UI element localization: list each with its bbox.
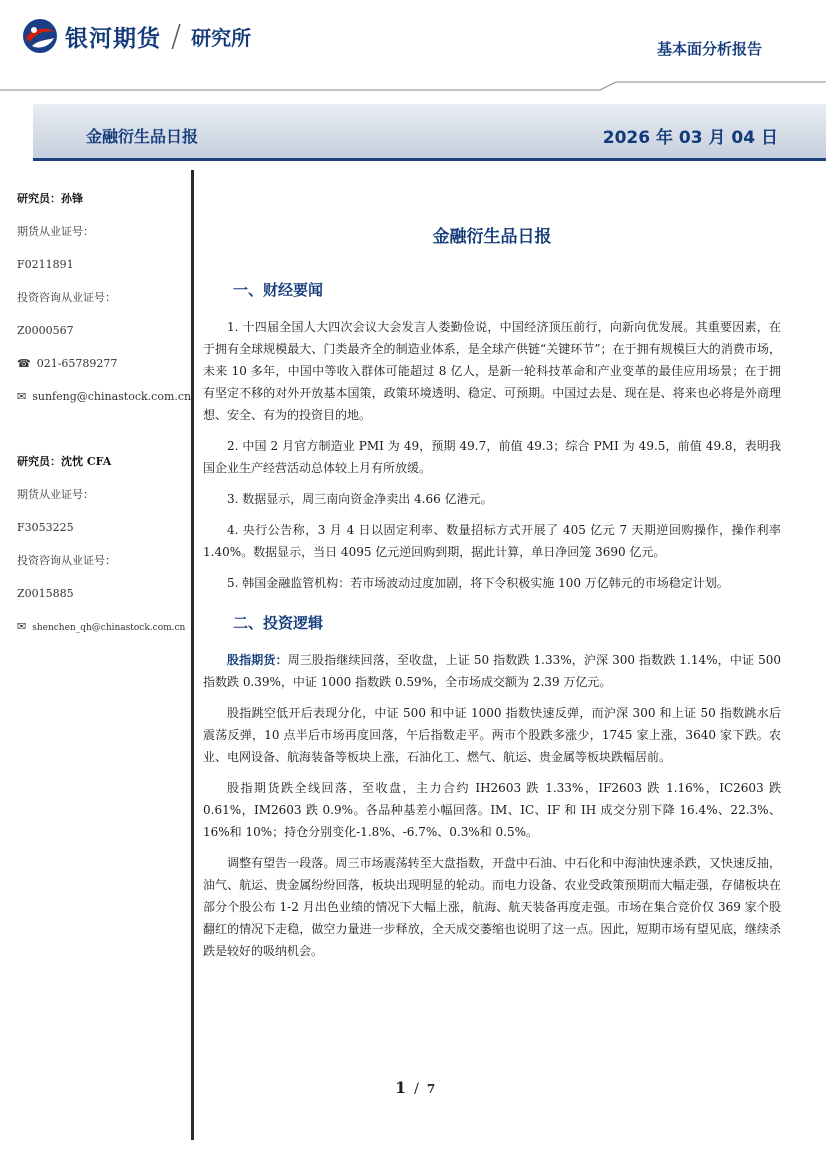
page-number: 1 [395,1078,407,1097]
email-row [17,388,192,421]
phone-number: 021-65789277 [36,357,118,370]
logic-paragraph: 股指期货跌全线回落，至收盘，主力合约 IH2603 跌 1.33%，IF2603 跌 1.16%，IC2603 跌 0.61%，IM2603 跌 0.9%。各品种基差小幅回落。IM、IC、IF 和 IH 成交分别下降 16.4%、22.3%、16%和 10%；持仓分别变化-1.8%、-6.7%、0.3%和 0.5%。 [203,781,781,839]
license-number: F0211891 [17,258,74,271]
logic-paragraph [203,649,781,693]
banner-underline [33,158,826,161]
report-body [203,222,781,971]
license-number: F3053225 [17,521,74,534]
banner-title: 金融衍生品日报 [86,127,199,146]
news-paragraph: 3. 数据显示，周三南向资金净卖出 4.66 亿港元。 [227,492,493,506]
page-indicator [395,1078,435,1097]
advisory-label: 投资咨询从业证号： [17,291,116,304]
section-heading: 一、财经要闻 [233,281,324,299]
paragraph-lead: 股指期货： [227,653,288,667]
header-logo [22,18,251,54]
phone-row [17,355,189,388]
advisory-label: 投资咨询从业证号： [17,554,116,567]
analyst-name: 研究员：沈忱 CFA [17,455,112,468]
news-paragraph: 4. 央行公告称，3 月 4 日以固定利率、数量招标方式开展了 405 亿元 7 天期逆回购操作，操作利率 1.40%。数据显示，当日 4095 亿元逆回购到期，据此计算，单日净回笼 3690 亿元。 [203,523,781,559]
analyst-name: 研究员：孙锋 [17,192,83,205]
news-paragraph: 1. 十四届全国人大四次会议大会发言人娄勤俭说，中国经济顶压前行，向新向优发展。其重要因素，在于拥有全球规模最大、门类最齐全的制造业体系，是全球产供链“关键环节”；在于拥有规模巨大的消费市场，未来 10 多年，中国中等收入群体可能超过 8 亿人，是新一轮科技革命和产业变革的最佳应用场景；在于拥有坚定不移的对外开放基本国策，政策环境透明、稳定、可预期。中国过去是、现在是、将来也必将是外商理想、安全、有为的投资目的地。 [203,320,781,422]
logic-paragraph: 调整有望告一段落。周三市场震荡转至大盘指数，开盘中石油、中石化和中海油快速杀跌，又快速反抽，油气、航运、贵金属纷纷回落，板块出现明显的轮动。而电力设备、农业受政策预期而大幅走强，存储板块在部分个股公布 1-2 月出色业绩的情况下大幅上涨，航海、航天装备再度走强。市场在集合竞价仅 369 家个股翻红的情况下走稳，做空力量进一步释放，全天成交萎缩也说明了这一点。因此，短期市场有望见底，继续杀跌是较好的吸纳机会。 [203,856,781,958]
email-icon: ✉ [17,620,27,633]
news-paragraph: 2. 中国 2 月官方制造业 PMI 为 49，预期 49.7，前值 49.3；综合 PMI 为 49.5，前值 49.8，表明我国企业生产经营活动总体较上月有所放缓。 [203,439,781,475]
email-row [17,618,189,651]
page-total: 7 [426,1082,436,1096]
analyst-sidebar [17,190,192,651]
email-link[interactable]: shenchen_qh@chinastock.com.cn [32,623,186,633]
column-divider [191,170,194,1140]
brand-slash: / [171,18,182,54]
license-label: 期货从业证号： [17,488,94,501]
advisory-number: Z0015885 [17,587,74,600]
header-divider [0,80,826,94]
email-link[interactable]: sunfeng@chinastock.com.cn [32,390,192,403]
license-label: 期货从业证号： [17,225,94,238]
paragraph-text: 周三股指继续回落，至收盘，上证 50 指数跌 1.33%，沪深 300 指数跌 1.14%，中证 500 指数跌 0.39%，中证 1000 指数跌 0.59%，全市场成交额为 2.39 万亿元。 [203,653,781,689]
page-separator: / [414,1081,419,1097]
report-type: 基本面分析报告 [656,40,762,58]
galaxy-logo-icon [22,18,58,54]
report-date: 2026 年 03 月 04 日 [602,128,778,148]
section-heading: 二、投资逻辑 [233,614,324,632]
brand-name: 银河期货 [65,25,161,52]
document-title: 金融衍生品日报 [432,227,552,247]
news-paragraph: 5. 韩国金融监管机构：若市场波动过度加剧，将下令积极实施 100 万亿韩元的市场稳定计划。 [227,576,729,590]
email-icon: ✉ [17,390,27,403]
advisory-number: Z0000567 [17,324,74,337]
phone-icon: ☎ [17,357,31,370]
brand-dept: 研究所 [191,25,252,50]
logic-paragraph: 股指跳空低开后表现分化，中证 500 和中证 1000 指数快速反弹，而沪深 300 和上证 50 指数跳水后震荡反弹，10 点半后市场再度回落，午后指数走平。两市个股跌多涨少，1745 家上涨，3640 家下跌。农业、电网设备、航海装备等板块上涨，石油化工、燃气、航运、贵金属等板块跌幅居前。 [203,706,781,764]
